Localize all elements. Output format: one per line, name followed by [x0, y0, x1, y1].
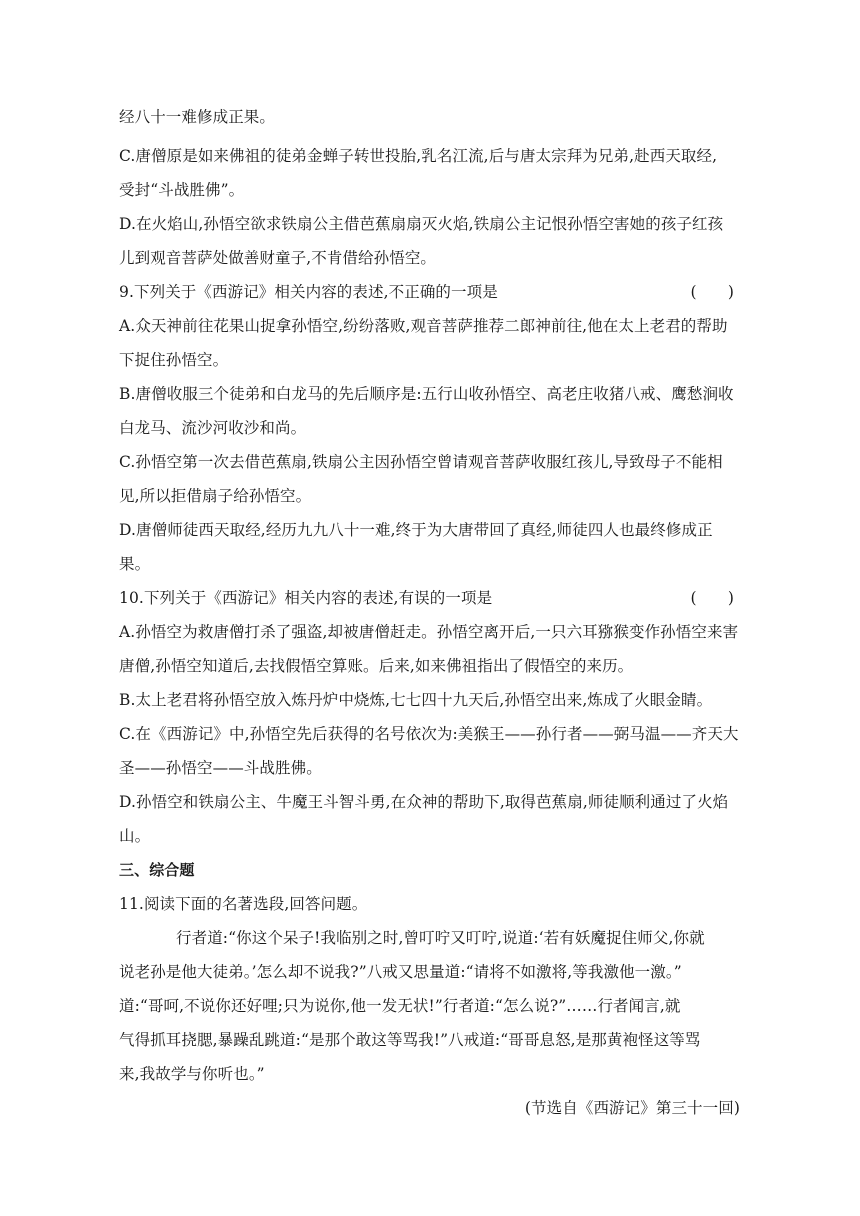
option-d-q10: D.孙悟空和铁扇公主、牛魔王斗智斗勇,在众神的帮助下,取得芭蕉扇,师徒顺利通过了火焰 — [119, 793, 729, 811]
text-line: 白龙马、流沙河收沙和尚。 — [119, 419, 307, 437]
question-10-stem: 10.下列关于《西游记》相关内容的表述,有误的一项是 — [119, 589, 493, 607]
question-9 — [119, 282, 742, 302]
option-a-q9: A.众天神前往花果山捉拿孙悟空,纷纷落败,观音菩萨推荐二郎神前往,他在太上老君的帮助 — [119, 317, 728, 335]
option-a-q10: A.孙悟空为救唐僧打杀了强盗,却被唐僧赶走。孙悟空离开后,一只六耳猕猴变作孙悟空来害 — [119, 623, 739, 641]
section-heading: 三、综合题 — [119, 861, 195, 879]
text-line: 唐僧,孙悟空知道后,去找假悟空算账。后来,如来佛祖指出了假悟空的来历。 — [119, 657, 634, 675]
option-c-q10: C.在《西游记》中,孙悟空先后获得的名号依次为:美猴王——孙行者——弼马温——齐天大 — [119, 725, 739, 743]
passage-line: 说老孙是他大徒弟。’怎么却不说我?”八戒又思量道:“请将不如激将,等我激他一激。” — [119, 963, 682, 981]
text-line: 下捉住孙悟空。 — [119, 351, 229, 369]
passage-line: 道:“哥呵,不说你还好哩;只为说你,他一发无状!”行者道:“怎么说?”……行者闻言,就 — [119, 997, 681, 1015]
option-b-q9: B.唐僧收服三个徒弟和白龙马的先后顺序是:五行山收孙悟空、高老庄收猪八戒、鹰愁涧收 — [119, 385, 734, 403]
question-11: 11.阅读下面的名著选段,回答问题。 — [119, 895, 368, 913]
text-line: 见,所以拒借扇子给孙悟空。 — [119, 487, 312, 505]
answer-blank: ( ) — [690, 283, 734, 301]
passage-line: 气得抓耳挠腮,暴躁乱跳道:“是那个敢这等骂我!”八戒道:“哥哥息怒,是那黄袍怪这等骂 — [119, 1031, 701, 1049]
passage-line: 来,我故学与你听也。” — [119, 1065, 265, 1083]
answer-blank: ( ) — [690, 589, 734, 607]
passage-source: (节选自《西游记》第三十一回) — [524, 1099, 740, 1117]
option-d-q8: D.在火焰山,孙悟空欲求铁扇公主借芭蕉扇扇灭火焰,铁扇公主记恨孙悟空害她的孩子红孩 — [119, 215, 724, 233]
text-line: 受封“斗战胜佛”。 — [119, 181, 245, 199]
text-line: 经八十一难修成正果。 — [119, 108, 276, 126]
option-b-q10: B.太上老君将孙悟空放入炼丹炉中烧炼,七七四十九天后,孙悟空出来,炼成了火眼金睛。 — [119, 691, 713, 709]
passage-line: 行者道:“你这个呆子!我临别之时,曾叮咛又叮咛,说道:‘若有妖魔捉住师父,你就 — [176, 929, 705, 947]
text-line: 圣——孙悟空——斗战胜佛。 — [119, 759, 322, 777]
question-9-stem: 9.下列关于《西游记》相关内容的表述,不正确的一项是 — [119, 283, 498, 301]
option-c-q9: C.孙悟空第一次去借芭蕉扇,铁扇公主因孙悟空曾请观音菩萨收服红孩儿,导致母子不能相 — [119, 453, 723, 471]
text-line: 山。 — [119, 827, 151, 845]
text-line: 果。 — [119, 555, 151, 573]
text-line: 儿到观音菩萨处做善财童子,不肯借给孙悟空。 — [119, 249, 437, 267]
question-10 — [119, 588, 742, 608]
option-c-q8: C.唐僧原是如来佛祖的徒弟金蝉子转世投胎,乳名江流,后与唐太宗拜为兄弟,赴西天取经, — [119, 147, 718, 165]
option-d-q9: D.唐僧师徒西天取经,经历九九八十一难,终于为大唐带回了真经,师徒四人也最终修成正 — [119, 521, 713, 539]
